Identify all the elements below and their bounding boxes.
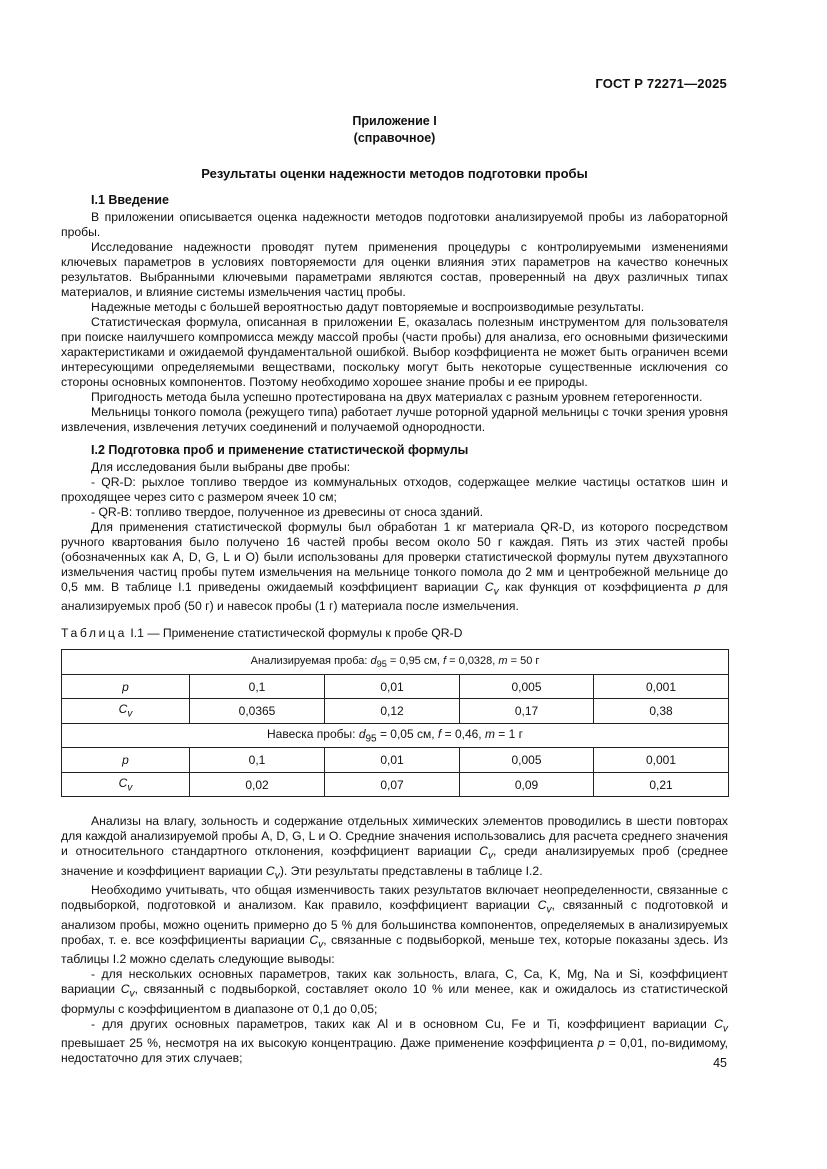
data-table	[61, 649, 729, 797]
paragraph: Необходимо учитывать, что общая изменчивость таких результатов включает неопределенности, связанные с подвыборкой, подготовкой и анализом. Как правило, коэффициент вариации $C_v$, связанный с подготовкой и анализом пробы, можно оценить примерно до 5 % для большинства компонентов, определяемых в анализируемых пробах, т. е. все коэффициенты вариации $C_v$, связанные с подвыборкой, меньше тех, которые показаны здесь. Из таблицы I.2 можно сделать следующие выводы:	[61, 883, 728, 967]
table-block-header: Навеска пробы: $d_{95} = 0,05$ см, f = 0,46, m = 1 г	[62, 723, 729, 748]
paragraph: Пригодность метода была успешно протестирована на двух материалах с разным уровнем гетерогенности.	[91, 390, 703, 404]
paragraph: Исследование надежности проводят путем применения процедуры с контролируемыми изменениями ключевых параметров в условиях повторяемости для оценки влияния этих параметров на качество конечных результатов. Выбранными ключевыми параметрами являются состав, проверенный на двух различных типах материалов, и влияние системы измельчения частиц пробы.	[61, 240, 728, 299]
table-cell: 0,07	[325, 772, 460, 797]
paragraph: В приложении описывается оценка надежности методов подготовки анализируемой пробы из лабораторной пробы.	[61, 210, 728, 239]
table-cell: $C_v$	[62, 699, 190, 724]
page-number: 45	[713, 1056, 727, 1070]
table-cell: $C_v$	[62, 772, 190, 797]
paragraph: Мельницы тонкого помола (режущего типа) работает лучше роторной ударной мельницы с точки зрения уровня извлечения, извлечения летучих соединений и получаемой однородности.	[61, 405, 728, 434]
table-row	[62, 699, 729, 724]
table-cell: 0,17	[460, 699, 594, 724]
paragraph: Для применения статистической формулы был обработан 1 кг материала QR-D, из которого посредством ручного квартования было получено 16 частей пробы весом около 50 г каждая. Пять из этих частей пробы (обозначенных как A, D, G, L и O) были использованы для проверки статистической формулы путем двухэтапного измельчения частиц пробы путем измельчения на мельнице тонкого помола до 2 мм и центробежной мельнице до 0,5 мм. В таблице I.1 приведены ожидаемый коэффициент вариации $C_v$ как функция от коэффициента p для анализируемых проб (50 г) и навесок пробы (1 г) материала после измельчения.	[61, 520, 728, 614]
table-cell: 0,001	[594, 748, 729, 773]
list-item: - QR-B: топливо твердое, полученное из древесины от сноса зданий.	[91, 505, 484, 519]
after-table-text	[61, 814, 728, 1066]
table-span-row	[62, 723, 729, 748]
table-cell: 0,38	[594, 699, 729, 724]
table-block-header: Анализируемая проба: $d_{95} = 0,95$ см, f = 0,0328, m = 50 г	[62, 650, 729, 675]
list-item: - для нескольких основных параметров, таких как зольность, влага, C, Ca, K, Mg, Na и Si, коэффициент вариации $C_v$, связанный с подвыборкой, составляет около 10 % или менее, как и ожидалось из статистической формулы с коэффициентом в диапазоне от 0,1 до 0,05;	[61, 967, 728, 1016]
table-cell: 0,1	[190, 748, 325, 773]
standard-code: ГОСТ Р 72271—2025	[595, 76, 727, 91]
table-cell: 0,01	[325, 674, 460, 699]
table-cell: p	[62, 748, 190, 773]
table-row	[62, 748, 729, 773]
table-row	[62, 772, 729, 797]
table-cell: 0,01	[325, 748, 460, 773]
table-cell: 0,001	[594, 674, 729, 699]
table-cell: 0,005	[460, 674, 594, 699]
list-item: - для других основных параметров, таких как Al и в основном Cu, Fe и Ti, коэффициент вариации $C_v$ превышает 25 %, несмотря на их высокую концентрацию. Даже применение коэффициента p = 0,01, по-видимому, недостаточно для этих случаев;	[61, 1016, 728, 1066]
paragraph: Анализы на влагу, зольность и содержание отдельных химических элементов проводились в шести повторах для каждой анализируемой пробы A, D, G, L и O. Средние значения использовались для расчета среднего значения и относительного стандартного отклонения, коэффициент вариации $C_v$, среди анализируемых проб (среднее значение и коэффициент вариации $C_v$). Эти результаты представлены в таблице I.2.	[61, 814, 729, 882]
table-caption: Таблица I.1 — Применение статистической формулы к пробе QR-D	[61, 626, 463, 641]
table-row	[62, 674, 729, 699]
section-heading-preparation: I.2 Подготовка проб и применение статистической формулы	[91, 443, 469, 457]
annex-heading: Результаты оценки надежности методов подготовки пробы	[201, 166, 588, 181]
table-cell: 0,02	[190, 772, 325, 797]
section-heading-intro: I.1 Введение	[91, 193, 169, 207]
table-cell: 0,21	[594, 772, 729, 797]
annex-type: (справочное)	[353, 131, 436, 145]
paragraph: Для исследования были выбраны две пробы:	[91, 460, 351, 474]
table-cell: 0,005	[460, 748, 594, 773]
document-body	[61, 113, 728, 1066]
table-cell: p	[62, 674, 190, 699]
table-cell: 0,12	[325, 699, 460, 724]
list-item: - QR-D: рыхлое топливо твердое из коммунальных отходов, содержащее мелкие частицы остатков шин и проходящее через сито с размером ячеек 10 см;	[61, 475, 728, 504]
table-cell: 0,1	[190, 674, 325, 699]
table-span-row	[62, 650, 729, 675]
paragraph: Статистическая формула, описанная в приложении Е, оказалась полезным инструментом для пользователя при поиске наилучшего компромисса между массой пробы (части пробы) для анализа, его основными физическими характеристиками и ожидаемой фундаментальной ошибкой. Выбор коэффициента не может быть ограничен всеми интересующими определяемыми веществами, поскольку могут быть некоторые существенные исключения со стороны основных компонентов. Поэтому необходимо хорошее знание пробы и ее природы.	[61, 315, 728, 389]
table-cell: 0,0365	[190, 699, 325, 724]
paragraph: Надежные методы с большей вероятностью дадут повторяемые и воспроизводимые результаты.	[91, 300, 645, 314]
table-cell: 0,09	[460, 772, 594, 797]
annex-label: Приложение I	[352, 114, 437, 128]
